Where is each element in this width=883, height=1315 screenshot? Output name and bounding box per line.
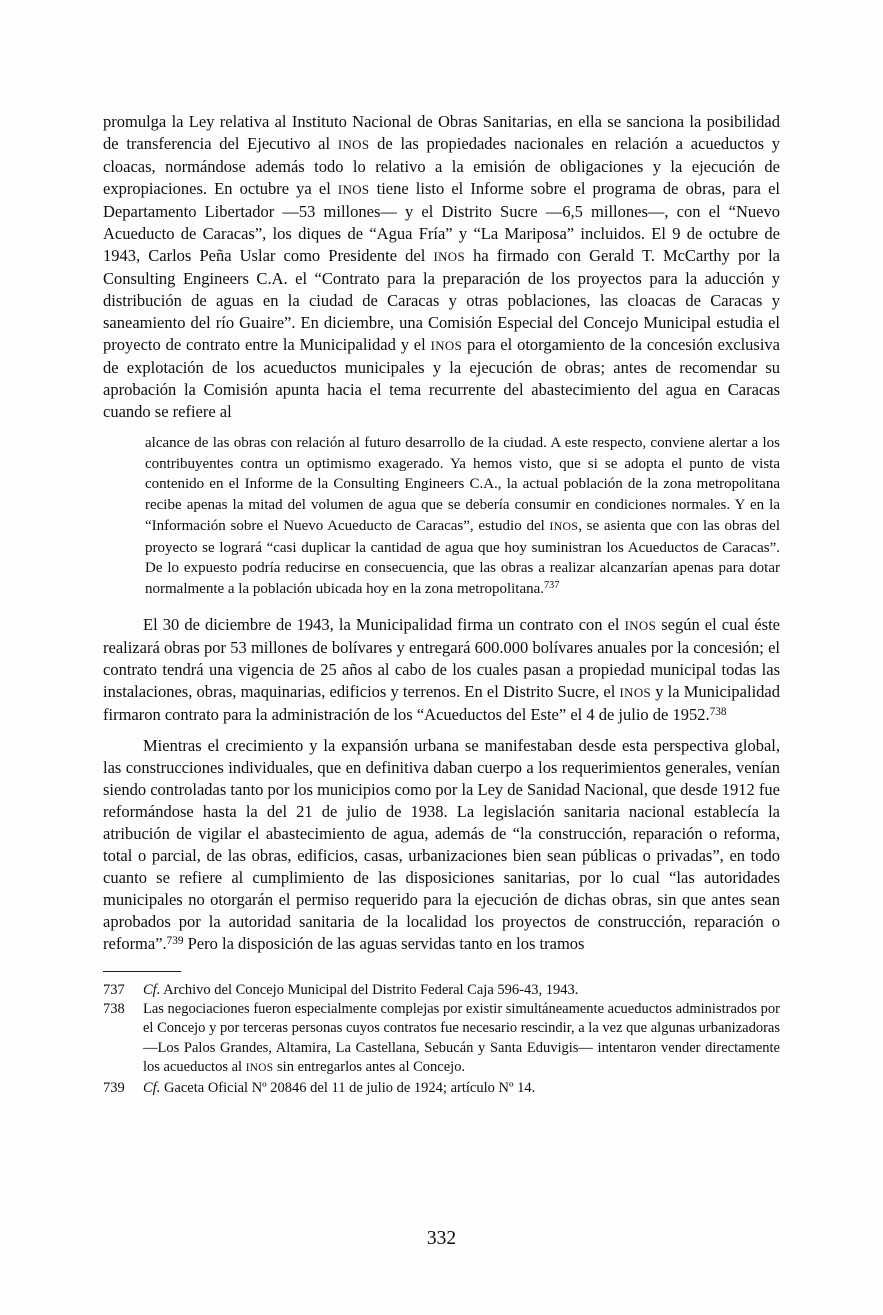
paragraph-3: [103, 735, 780, 955]
footnote-text: Cf. Gaceta Oficial Nº 20846 del 11 de julio de 1924; artículo Nº 14.: [143, 1079, 536, 1096]
footnote-ref-739: 739: [166, 934, 184, 947]
footnote-number: 739: [103, 1079, 125, 1096]
footnote-number: 737: [103, 981, 125, 998]
footnotes-section: [103, 971, 780, 1098]
footnote-ref-738: 738: [709, 705, 727, 718]
paragraph-3-text-after: Pero la disposición de las aguas servidas tanto en los tramos: [183, 933, 585, 953]
footnote-739: [103, 1079, 780, 1098]
paragraph-2: [103, 614, 780, 726]
page-number: 332: [426, 1228, 457, 1249]
paragraph-1: promulga la Ley relativa al Instituto Nacional de Obras Sanitarias, en ella se sanciona la posibilidad de transferencia del Ejecutivo al INOS de las propiedades nacionales en relación a acueductos y cloacas, normándose además todo lo relativo a la emisión de obligaciones y la ejecución de expropiaciones. En octubre ya el INOS tiene listo el Informe sobre el programa de obras, para el Departamento Libertador —53 millones— y el Distrito Sucre —6,5 millones—, con el “Nuevo Acueducto de Caracas”, los diques de “Agua Fría” y “La Mariposa” incluidos. El 9 de octubre de 1943, Carlos Peña Uslar como Presidente del INOS ha firmado con Gerald T. McCarthy por la Consulting Engineers C.A. el “Contrato para la preparación de los proyectos para la aducción y distribución de aguas en la ciudad de Caracas y otras poblaciones, las cloacas de Caracas y saneamiento del río Guaire”. En diciembre, una Comisión Especial del Concejo Municipal estudia el proyecto de contrato entre la Municipalidad y el INOS para el otorgamiento de la concesión exclusiva de explotación de los acueductos municipales y la ejecución de obras; antes de recomendar su aprobación la Comisión apunta hacia el tema recurrente del abastecimiento del agua en Caracas cuando se refiere al: [103, 112, 780, 421]
block-quote: [145, 433, 780, 600]
paragraph-3-text: Mientras el crecimiento y la expansión urbana se manifestaban desde esta perspectiva global, las construcciones individuales, que en definitiva daban cuerpo a los requerimientos generales, venían siendo controladas tanto por los municipios como por la Ley de Sanidad Nacional, que desde 1912 fue reformándose hasta la del 21 de julio de 1938. La legislación sanitaria nacional establecía la atribución de vigilar el abastecimiento de agua, además de “la construcción, reparación o reforma, total o parcial, de las obras, edificios, casas, urbanizaciones bien sean públicas o privadas”, en todo cuanto se refiere al cumplimiento de las disposiciones sanitarias, por lo cual “las autoridades municipales no otorgarán el permiso requerido para la ejecución de dichas obras, sin que antes sean aprobados por la autoridad sanitaria de la localidad los proyectos de construcción, reparación o reforma”.: [103, 735, 780, 953]
paragraph-2-text: El 30 de diciembre de 1943, la Municipalidad firma un contrato con el INOS según el cual éste realizará obras por 53 millones de bolívares y entregará 600.000 bolívares anuales por la concesión; el contrato tendrá una vigencia de 25 años al cabo de los cuales pasan a propiedad municipal todas las instalaciones, obras, maquinarias, edificios y terrenos. En el Distrito Sucre, el INOS y la Municipalidad firmaron contrato para la administración de los “Acueductos del Este” el 4 de julio de 1952.: [103, 614, 780, 724]
footnote-737: [103, 981, 780, 1000]
footnote-ref-737: 737: [544, 580, 560, 592]
footnote-text: Cf. Archivo del Concejo Municipal del Distrito Federal Caja 596-43, 1943.: [143, 981, 579, 998]
footnote-divider: [103, 971, 181, 972]
footnote-738: [103, 1000, 780, 1079]
footnote-text: Las negociaciones fueron especialmente complejas por existir simultáneamente acueductos administrados por el Concejo y por terceras personas cuyos contratos fue necesario rescindir, a la vez que algunas urbanizadoras —Los Palos Grandes, Altamira, La Castellana, Sebucán y Santa Eduvigis— intentaron vender directamente los acueductos al INOS sin entregarlos antes al Concejo.: [143, 1001, 780, 1076]
quote-text: alcance de las obras con relación al futuro desarrollo de la ciudad. A este respecto, conviene alertar a los contribuyentes contra un optimismo exagerado. Ya hemos visto, que si se adopta el punto de vista contenido en el Informe de la Consulting Engineers C.A., la actual población de la zona metropolitana recibe apenas la mitad del volumen de agua que se debería consumir en condiciones normales. Y en la “Información sobre el Nuevo Acueducto de Caracas”, estudio del INOS, se asienta que con las obras del proyecto se logrará “casi duplicar la cantidad de agua que hoy suministran los Acueductos de Caracas”. De lo expuesto podría reducirse en consecuencia, que las obras a realizar alcanzarían apenas para dotar normalmente a la población ubicada hoy en la zona metropolitana.: [145, 435, 781, 597]
footnote-number: 738: [103, 1001, 125, 1018]
